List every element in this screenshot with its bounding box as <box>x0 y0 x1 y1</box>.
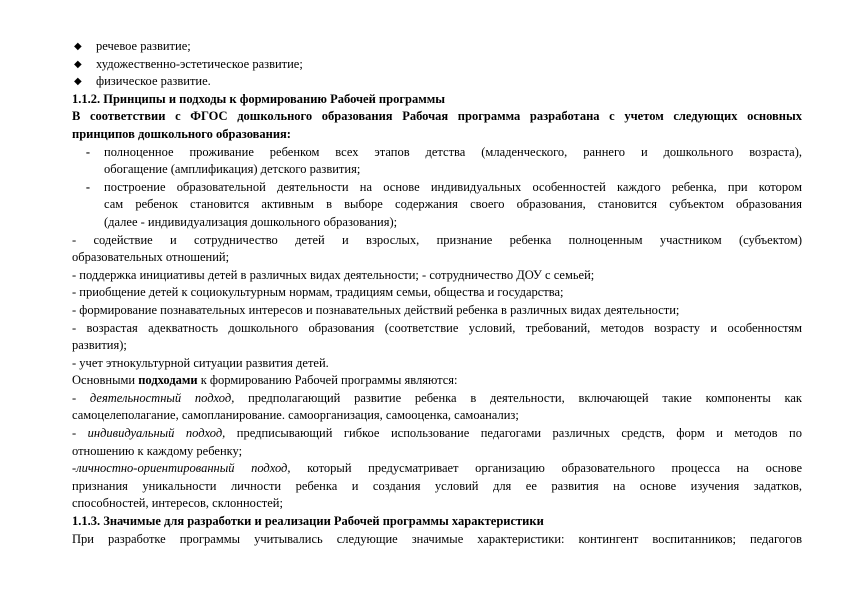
principle-text: полноценное проживание ребенком всех этапов детства (младенческого, раннего и дошкольного возраста), <box>104 144 802 159</box>
section-heading-1-1-3: 1.1.3. Значимые для разработки и реализации Рабочей программы характеристики <box>72 514 544 529</box>
paragraph-line: развития); <box>72 338 127 353</box>
dash-bullet: - <box>85 144 91 159</box>
approach-line <box>72 390 802 408</box>
approach-line: способностей, интересов, склонностей; <box>72 496 283 511</box>
principle-text: обогащение (амплификация) детского развития; <box>104 162 361 177</box>
bullet-text: речевое развитие; <box>96 39 191 53</box>
diamond-bullet-icon: ◆ <box>74 41 82 52</box>
approach-line <box>72 460 802 478</box>
approaches-intro <box>72 372 802 390</box>
paragraph-line: - содействие и сотрудничество детей и взрослых, признание ребенка полноценным участником (субъектом) <box>72 232 802 247</box>
principle-text: (далее - индивидуализация дошкольного образования); <box>104 214 398 229</box>
approach-line: отношению к каждому ребенку; <box>72 443 243 458</box>
paragraph-line: - поддержка инициативы детей в различных видах деятельности; - сотрудничество ДОУ с семьей; <box>72 267 595 282</box>
bullet-text: художественно-эстетическое развитие; <box>96 56 303 71</box>
paragraph-line: - учет этнокультурной ситуации развития детей. <box>72 355 329 370</box>
paragraph-line: образовательных отношений; <box>72 250 230 265</box>
bullet-item <box>72 73 802 91</box>
approach-line: признания уникальности личности ребенка и создания условий для ее развития на основе изучения задатков, <box>72 478 802 493</box>
approach-name: - деятельностный подход, <box>72 390 235 405</box>
approaches-text: Основными <box>72 373 139 388</box>
approach-name: - индивидуальный подход, <box>72 426 226 441</box>
principle-item <box>72 179 802 232</box>
approach-text: предписывающий гибкое использование педагогами различных средств, форм и методов по <box>225 426 802 441</box>
paragraph-line: При разработке программы учитывались следующие значимые характеристики: контингент воспитанников; педагогов <box>72 531 802 546</box>
approach-text: предполагающий развитие ребенка в деятельности, включающей такие компоненты как <box>234 390 802 405</box>
diamond-bullet-icon: ◆ <box>74 76 82 88</box>
approaches-bold-word: подходами <box>138 373 198 388</box>
dash-bullet: - <box>85 179 91 194</box>
approach-line: самоцелеполагание, самопланирование. самоорганизация, самооценка, самоанализ; <box>72 408 519 423</box>
diamond-bullet-icon: ◆ <box>74 58 82 70</box>
approach-name: -личностно-ориентированный подход, <box>72 461 291 476</box>
intro-line: В соответствии с ФГОС дошкольного образования Рабочая программа разработана с учетом следующих основных <box>72 109 802 124</box>
document-page <box>72 38 802 548</box>
paragraph-line: - возрастая адекватность дошкольного образования (соответствие условий, требований, методов возрасту и особенностям <box>72 320 802 335</box>
approach-text: который предусматривает организацию образовательного процесса на основе <box>290 461 802 476</box>
section-heading-1-1-2: 1.1.2. Принципы и подходы к формированию Рабочей программы <box>72 91 446 106</box>
bullet-item <box>72 56 802 74</box>
principle-text: сам ребенок становится активным в выборе содержания своего образования, становится субъектом образования <box>104 197 802 212</box>
bullet-item <box>72 38 802 56</box>
bullet-text: физическое развитие. <box>96 74 211 89</box>
approach-line <box>72 425 802 443</box>
principle-text: построение образовательной деятельности на основе индивидуальных особенностей каждого ребенка, при котором <box>104 179 802 194</box>
approaches-text: к формированию Рабочей программы являются: <box>197 373 458 388</box>
intro-line: принципов дошкольного образования: <box>72 126 291 141</box>
paragraph-line: - формирование познавательных интересов и познавательных действий ребенка в различных видах деятельности; <box>72 302 680 317</box>
paragraph-line: - приобщение детей к социокультурным нормам, традициям семьи, общества и государства; <box>72 285 564 300</box>
principle-item <box>72 144 802 179</box>
